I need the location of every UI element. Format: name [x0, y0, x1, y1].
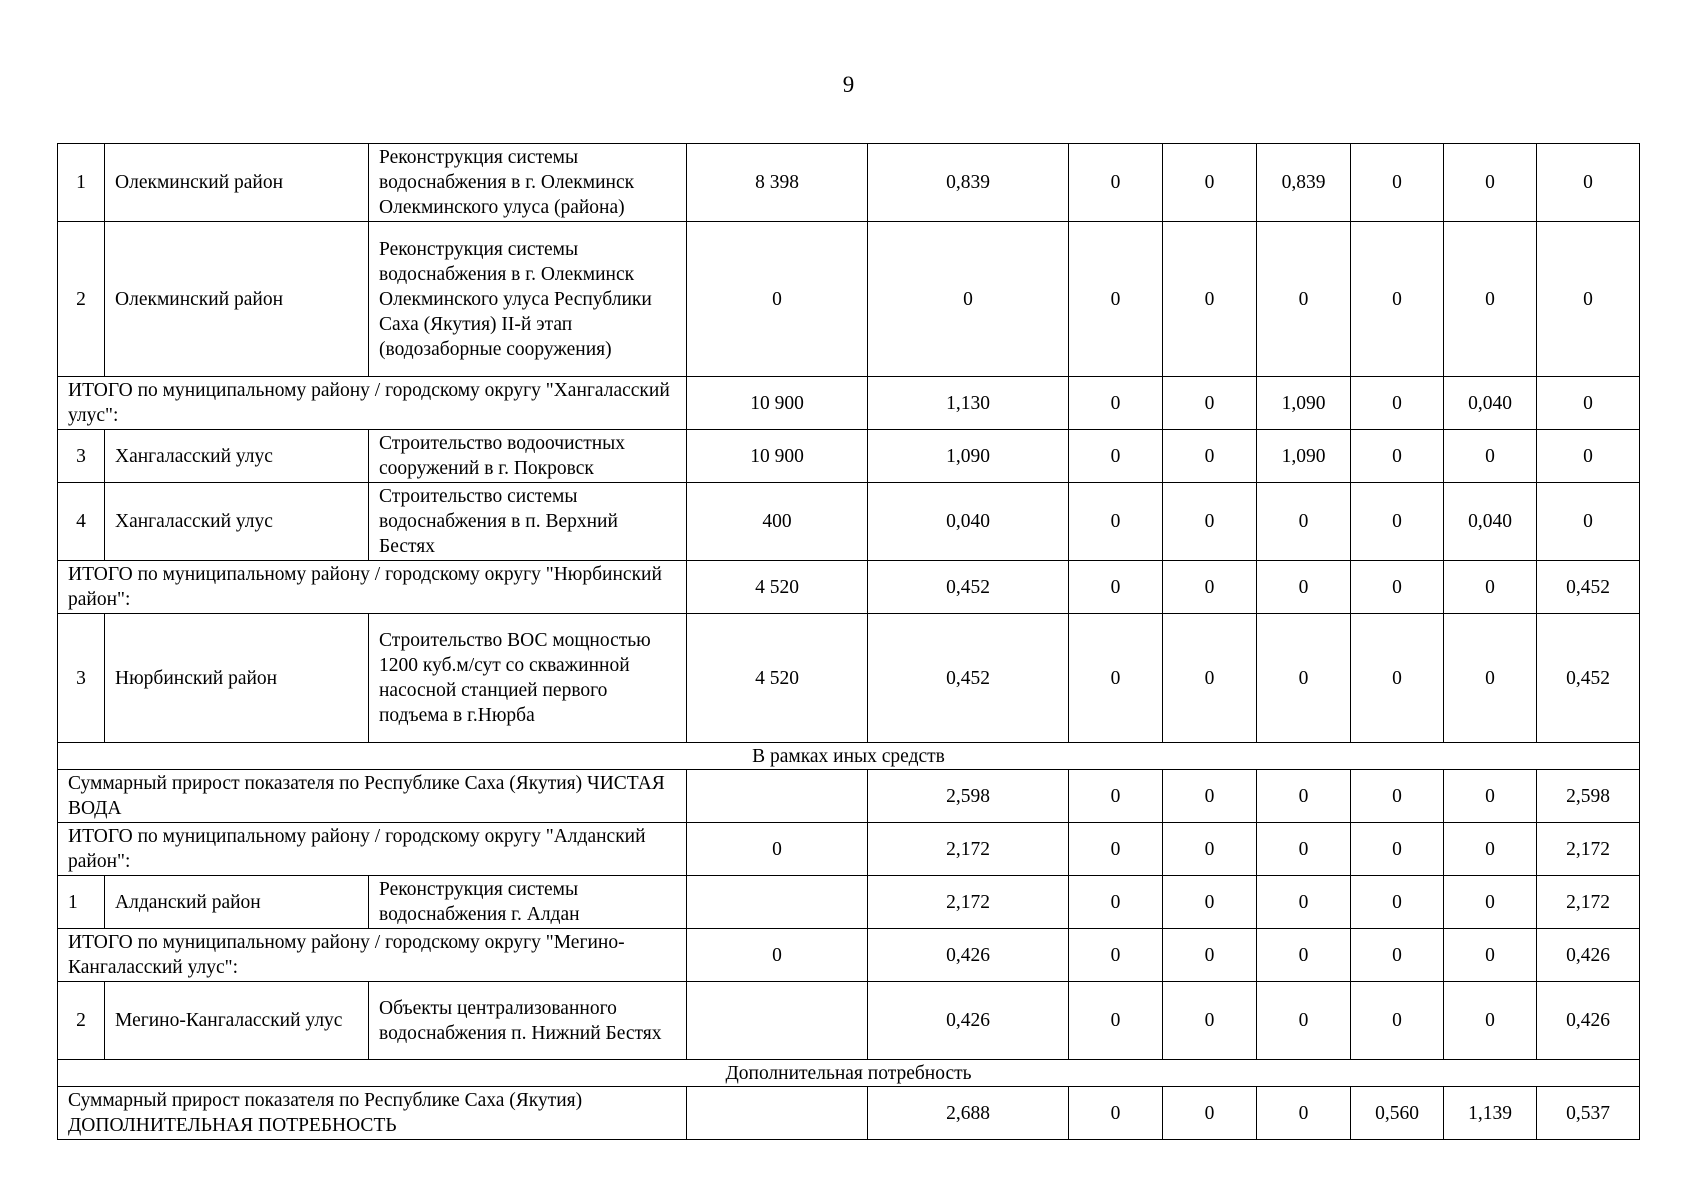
project-cell: Строительство водоочистных сооружений в г. Покровск [369, 430, 687, 483]
value-cell: 0 [1163, 614, 1257, 743]
table-row [58, 614, 1640, 743]
value-cell: 1,090 [868, 430, 1069, 483]
row-number-cell: 4 [58, 483, 105, 561]
value-cell: 0 [1163, 561, 1257, 614]
district-cell: Олекминский район [105, 222, 369, 377]
value-cell: 0 [1069, 222, 1163, 377]
value-cell: 0 [868, 222, 1069, 377]
value-cell: 0 [1163, 377, 1257, 430]
value-cell: 0 [1537, 222, 1640, 377]
value-cell: 0 [1069, 982, 1163, 1060]
value-cell: 0 [1163, 483, 1257, 561]
value-cell: 0 [1444, 982, 1537, 1060]
value-cell: 0,560 [1351, 1087, 1444, 1140]
value-cell: 0 [1351, 222, 1444, 377]
value-cell: 1,139 [1444, 1087, 1537, 1140]
value-cell: 0 [1444, 614, 1537, 743]
total-row [58, 561, 1640, 614]
value-cell: 0 [1351, 561, 1444, 614]
value-cell: 2,172 [868, 823, 1069, 876]
value-cell: 2,172 [1537, 823, 1640, 876]
value-cell: 0,040 [1444, 483, 1537, 561]
total-row [58, 377, 1640, 430]
value-cell: 0 [1069, 614, 1163, 743]
value-cell: 0 [1163, 144, 1257, 222]
value-cell: 0,452 [1537, 561, 1640, 614]
value-cell: 2,688 [868, 1087, 1069, 1140]
value-cell: 0 [1257, 823, 1351, 876]
total-label-cell: ИТОГО по муниципальному району / городскому округу "Мегино-Кангаласский улус": [58, 929, 687, 982]
value-cell: 0 [1069, 430, 1163, 483]
value-cell: 2,598 [1537, 770, 1640, 823]
row-number-cell: 3 [58, 614, 105, 743]
project-cell: Реконструкция системы водоснабжения в г. Олекминск Олекминского улуса Республики Саха (Якутия) II-й этап (водозаборные сооружения) [369, 222, 687, 377]
value-cell: 0 [1163, 222, 1257, 377]
amount-cell: 400 [687, 483, 868, 561]
project-cell: Объекты централизованного водоснабжения п. Нижний Бестях [369, 982, 687, 1060]
value-cell: 0 [1444, 144, 1537, 222]
row-number-cell: 1 [58, 876, 105, 929]
total-row [58, 770, 1640, 823]
project-cell: Строительство ВОС мощностью 1200 куб.м/сут со скважинной насосной станцией первого подъема в г.Нюрба [369, 614, 687, 743]
value-cell: 0 [1444, 561, 1537, 614]
value-cell: 0 [1537, 377, 1640, 430]
value-cell: 0 [1069, 823, 1163, 876]
total-row [58, 929, 1640, 982]
value-cell: 1,090 [1257, 377, 1351, 430]
table-row [58, 222, 1640, 377]
value-cell: 0,537 [1537, 1087, 1640, 1140]
total-row [58, 1087, 1640, 1140]
amount-cell: 0 [687, 929, 868, 982]
value-cell: 0 [1537, 144, 1640, 222]
row-number-cell: 2 [58, 222, 105, 377]
district-cell: Олекминский район [105, 144, 369, 222]
value-cell: 2,172 [868, 876, 1069, 929]
table-body [58, 144, 1640, 1140]
project-cell: Реконструкция системы водоснабжения в г. Олекминск Олекминского улуса (района) [369, 144, 687, 222]
value-cell: 0 [1069, 144, 1163, 222]
amount-cell: 0 [687, 222, 868, 377]
table-row [58, 430, 1640, 483]
amount-cell: 4 520 [687, 614, 868, 743]
value-cell: 0 [1444, 929, 1537, 982]
row-number-cell: 2 [58, 982, 105, 1060]
value-cell: 0 [1163, 770, 1257, 823]
value-cell: 0 [1537, 483, 1640, 561]
value-cell: 0 [1069, 876, 1163, 929]
value-cell: 0 [1351, 483, 1444, 561]
table-row [58, 483, 1640, 561]
row-number-cell: 1 [58, 144, 105, 222]
table-row [58, 982, 1640, 1060]
value-cell: 0 [1351, 929, 1444, 982]
value-cell: 0 [1444, 222, 1537, 377]
value-cell: 0 [1537, 430, 1640, 483]
amount-cell [687, 982, 868, 1060]
value-cell: 0 [1351, 430, 1444, 483]
total-label-cell: Суммарный прирост показателя по Республике Саха (Якутия) ЧИСТАЯ ВОДА [58, 770, 687, 823]
value-cell: 0 [1069, 929, 1163, 982]
value-cell: 0 [1257, 876, 1351, 929]
table-row [58, 876, 1640, 929]
value-cell: 0,040 [1444, 377, 1537, 430]
value-cell: 0 [1444, 823, 1537, 876]
value-cell: 0,839 [868, 144, 1069, 222]
project-cell: Реконструкция системы водоснабжения г. Алдан [369, 876, 687, 929]
amount-cell: 0 [687, 823, 868, 876]
section-heading-cell: Дополнительная потребность [58, 1060, 1640, 1087]
district-cell: Нюрбинский район [105, 614, 369, 743]
value-cell: 0,040 [868, 483, 1069, 561]
value-cell: 1,090 [1257, 430, 1351, 483]
value-cell: 0 [1257, 222, 1351, 377]
value-cell: 0 [1163, 876, 1257, 929]
value-cell: 0 [1069, 770, 1163, 823]
value-cell: 0 [1069, 1087, 1163, 1140]
amount-cell: 8 398 [687, 144, 868, 222]
value-cell: 0,452 [868, 561, 1069, 614]
amount-cell: 10 900 [687, 377, 868, 430]
value-cell: 0 [1163, 823, 1257, 876]
data-table [57, 143, 1640, 1140]
total-label-cell: ИТОГО по муниципальному району / городскому округу "Хангаласский улус": [58, 377, 687, 430]
value-cell: 0 [1257, 614, 1351, 743]
amount-cell [687, 770, 868, 823]
value-cell: 0 [1351, 982, 1444, 1060]
section-heading-cell: В рамках иных средств [58, 743, 1640, 770]
value-cell: 0 [1163, 929, 1257, 982]
row-number-cell: 3 [58, 430, 105, 483]
value-cell: 0 [1444, 770, 1537, 823]
value-cell: 0 [1351, 144, 1444, 222]
amount-cell [687, 876, 868, 929]
value-cell: 0 [1069, 377, 1163, 430]
value-cell: 0 [1351, 823, 1444, 876]
value-cell: 0 [1257, 982, 1351, 1060]
value-cell: 0 [1351, 614, 1444, 743]
value-cell: 0,452 [868, 614, 1069, 743]
value-cell: 0,839 [1257, 144, 1351, 222]
value-cell: 0 [1163, 982, 1257, 1060]
value-cell: 0 [1257, 561, 1351, 614]
value-cell: 1,130 [868, 377, 1069, 430]
district-cell: Хангаласский улус [105, 430, 369, 483]
total-row [58, 823, 1640, 876]
section-heading-row [58, 1060, 1640, 1087]
value-cell: 0,426 [868, 982, 1069, 1060]
value-cell: 0 [1351, 377, 1444, 430]
value-cell: 2,598 [868, 770, 1069, 823]
total-label-cell: Суммарный прирост показателя по Республике Саха (Якутия) ДОПОЛНИТЕЛЬНАЯ ПОТРЕБНОСТЬ [58, 1087, 687, 1140]
value-cell: 0,426 [868, 929, 1069, 982]
amount-cell: 10 900 [687, 430, 868, 483]
value-cell: 0 [1257, 1087, 1351, 1140]
value-cell: 0 [1351, 876, 1444, 929]
table-row [58, 144, 1640, 222]
district-cell: Мегино-Кангаласский улус [105, 982, 369, 1060]
value-cell: 0 [1069, 561, 1163, 614]
total-label-cell: ИТОГО по муниципальному району / городскому округу "Нюрбинский район": [58, 561, 687, 614]
value-cell: 0,426 [1537, 982, 1640, 1060]
value-cell: 0 [1257, 483, 1351, 561]
value-cell: 0 [1163, 1087, 1257, 1140]
value-cell: 0 [1069, 483, 1163, 561]
value-cell: 0 [1444, 430, 1537, 483]
value-cell: 2,172 [1537, 876, 1640, 929]
amount-cell: 4 520 [687, 561, 868, 614]
page-number: 9 [842, 72, 855, 97]
value-cell: 0 [1257, 929, 1351, 982]
section-heading-row [58, 743, 1640, 770]
value-cell: 0 [1351, 770, 1444, 823]
amount-cell [687, 1087, 868, 1140]
value-cell: 0,426 [1537, 929, 1640, 982]
district-cell: Хангаласский улус [105, 483, 369, 561]
project-cell: Строительство системы водоснабжения в п. Верхний Бестях [369, 483, 687, 561]
value-cell: 0 [1257, 770, 1351, 823]
total-label-cell: ИТОГО по муниципальному району / городскому округу "Алданский район": [58, 823, 687, 876]
value-cell: 0 [1163, 430, 1257, 483]
district-cell: Алданский район [105, 876, 369, 929]
value-cell: 0 [1444, 876, 1537, 929]
value-cell: 0,452 [1537, 614, 1640, 743]
